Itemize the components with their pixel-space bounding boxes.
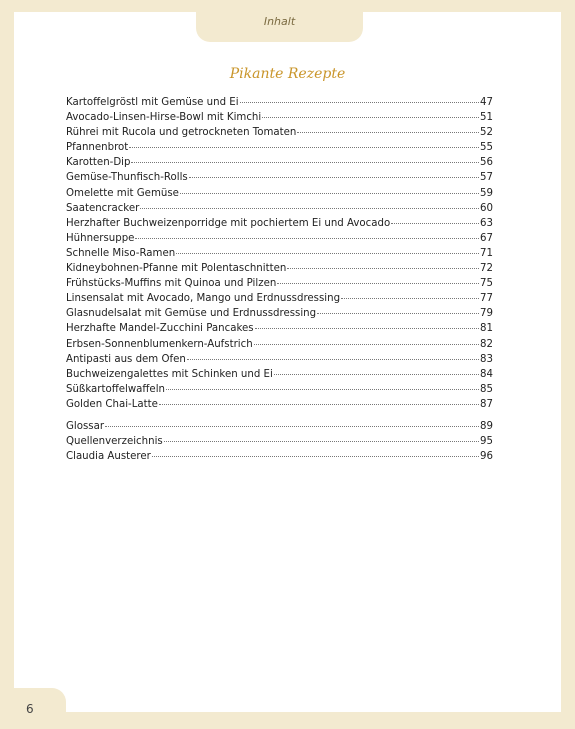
toc-entry[interactable]: [66, 278, 493, 293]
toc-entry-title: Erbsen-Sonnenblumenkern-Aufstrich: [66, 338, 253, 350]
toc-entry[interactable]: [66, 323, 493, 338]
toc-entry-title: Quellenverzeichnis: [66, 436, 163, 448]
toc-entry[interactable]: [66, 293, 493, 308]
toc-entry-page: 81: [480, 323, 493, 335]
toc-entry-page: 72: [480, 263, 493, 275]
toc-entry[interactable]: [66, 142, 493, 157]
toc-entry-title: Kidneybohnen-Pfanne mit Polentaschnitten: [66, 263, 287, 275]
toc-entry[interactable]: [66, 339, 493, 354]
toc-entry-title: Glasnudelsalat mit Gemüse und Erdnussdressing: [66, 308, 317, 320]
toc-entry-page: 71: [480, 247, 493, 259]
toc-entry[interactable]: [66, 127, 493, 142]
toc-entry-title: Rührei mit Rucola und getrockneten Tomaten: [66, 127, 297, 139]
toc-entry-title: Herzhafter Buchweizenporridge mit pochiertem Ei und Avocado: [66, 217, 391, 229]
toc-entry-page: 59: [480, 187, 493, 199]
toc-entry-title: Glossar: [66, 420, 105, 432]
toc-entry-page: 79: [480, 308, 493, 320]
toc-dot-leader: [140, 208, 479, 209]
toc-dot-leader: [176, 253, 479, 254]
toc-dot-leader: [131, 162, 479, 163]
toc-dot-leader: [341, 298, 479, 299]
toc-dot-leader: [189, 177, 479, 178]
toc-entry-title: Claudia Austerer: [66, 451, 151, 463]
toc-dot-leader: [317, 313, 479, 314]
toc-entry-page: 95: [480, 436, 493, 448]
table-of-contents: [66, 97, 493, 466]
toc-entry-page: 47: [480, 97, 493, 108]
toc-entry[interactable]: [66, 157, 493, 172]
toc-gap: [66, 414, 493, 421]
toc-entry-page: 83: [480, 353, 493, 365]
toc-entry-title: Saatencracker: [66, 202, 140, 214]
toc-entry-page: 67: [480, 232, 493, 244]
toc-entry-title: Schnelle Miso-Ramen: [66, 247, 176, 259]
toc-entry[interactable]: [66, 248, 493, 263]
toc-entry-title: Gemüse-Thunfisch-Rolls: [66, 172, 188, 184]
toc-entry[interactable]: [66, 203, 493, 218]
toc-entry-title: Omelette mit Gemüse: [66, 187, 179, 199]
toc-main-list: [66, 97, 493, 414]
toc-entry[interactable]: [66, 112, 493, 127]
toc-entry-title: Avocado-Linsen-Hirse-Bowl mit Kimchi: [66, 112, 262, 124]
toc-dot-leader: [180, 193, 479, 194]
toc-entry[interactable]: [66, 263, 493, 278]
toc-entry-page: 89: [480, 420, 493, 432]
toc-entry-page: 51: [480, 112, 493, 124]
toc-entry-title: Frühstücks-Muffins mit Quinoa und Pilzen: [66, 278, 277, 290]
toc-dot-leader: [159, 404, 479, 405]
toc-entry-title: Kartoffelgröstl mit Gemüse und Ei: [66, 97, 239, 108]
toc-entry-page: 55: [480, 142, 493, 154]
toc-entry[interactable]: [66, 354, 493, 369]
toc-dot-leader: [129, 147, 479, 148]
toc-entry-page: 87: [480, 398, 493, 410]
toc-entry-title: Süßkartoffelwaffeln: [66, 383, 165, 395]
toc-entry-page: 85: [480, 383, 493, 395]
toc-entry-page: 96: [480, 451, 493, 463]
toc-entry[interactable]: [66, 384, 493, 399]
toc-entry[interactable]: [66, 218, 493, 233]
toc-entry[interactable]: [66, 172, 493, 187]
toc-entry[interactable]: [66, 436, 493, 451]
page-number: 6: [26, 701, 34, 716]
toc-dot-leader: [166, 389, 479, 390]
toc-entry-page: 75: [480, 278, 493, 290]
header-tab: [196, 0, 363, 42]
toc-entry[interactable]: [66, 369, 493, 384]
toc-appendix-list: [66, 421, 493, 466]
toc-entry-title: Herzhafte Mandel-Zucchini Pancakes: [66, 323, 254, 335]
toc-entry-page: 63: [480, 217, 493, 229]
toc-entry-title: Golden Chai-Latte: [66, 398, 158, 410]
toc-entry-title: Pfannenbrot: [66, 142, 129, 154]
toc-entry[interactable]: [66, 308, 493, 323]
toc-entry-page: 52: [480, 127, 493, 139]
toc-dot-leader: [297, 132, 479, 133]
toc-dot-leader: [274, 374, 479, 375]
toc-entry[interactable]: [66, 233, 493, 248]
toc-entry-title: Buchweizengalettes mit Schinken und Ei: [66, 368, 273, 380]
toc-dot-leader: [262, 117, 479, 118]
toc-entry-page: 56: [480, 157, 493, 169]
toc-entry[interactable]: [66, 399, 493, 414]
toc-entry[interactable]: [66, 188, 493, 203]
toc-dot-leader: [135, 238, 479, 239]
toc-entry-page: 77: [480, 293, 493, 305]
toc-dot-leader: [255, 328, 479, 329]
page-number-box: [0, 688, 66, 729]
toc-dot-leader: [240, 102, 479, 103]
toc-dot-leader: [105, 426, 479, 427]
toc-entry[interactable]: [66, 451, 493, 466]
toc-dot-leader: [287, 268, 479, 269]
toc-entry-page: 84: [480, 368, 493, 380]
toc-dot-leader: [187, 359, 479, 360]
toc-entry-page: 57: [480, 172, 493, 184]
toc-dot-leader: [164, 441, 479, 442]
toc-entry-page: 82: [480, 338, 493, 350]
toc-dot-leader: [277, 283, 479, 284]
toc-entry-title: Linsensalat mit Avocado, Mango und Erdnussdressing: [66, 293, 341, 305]
toc-entry-title: Antipasti aus dem Ofen: [66, 353, 186, 365]
toc-entry-title: Karotten-Dip: [66, 157, 131, 169]
toc-entry-page: 60: [480, 202, 493, 214]
section-title: Pikante Rezepte: [229, 66, 346, 82]
toc-dot-leader: [391, 223, 479, 224]
toc-dot-leader: [254, 344, 479, 345]
toc-dot-leader: [152, 456, 479, 457]
toc-entry[interactable]: [66, 421, 493, 436]
toc-entry[interactable]: [66, 97, 493, 112]
toc-entry-title: Hühnersuppe: [66, 232, 135, 244]
header-tab-label: Inhalt: [263, 14, 296, 28]
